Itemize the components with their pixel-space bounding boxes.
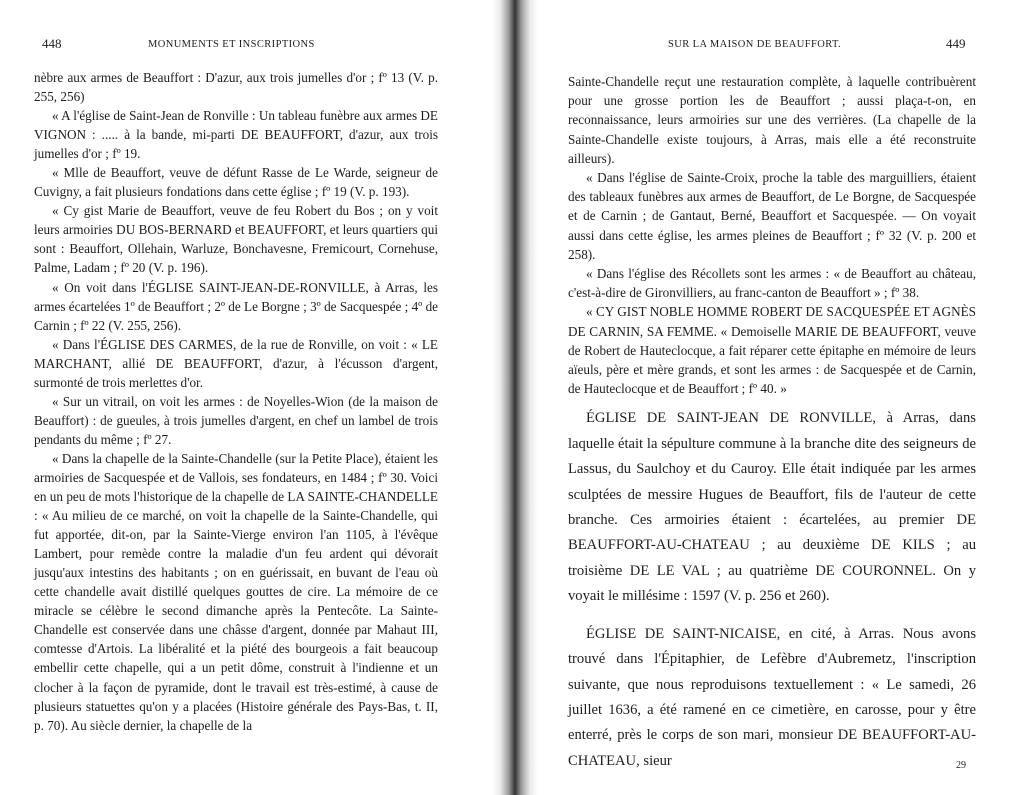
paragraph: « On voit dans l'ÉGLISE SAINT-JEAN-DE-RONVILLE, à Arras, les armes écartelées 1º de Beauffort ; 2º de Le Borgne ; 3º de Sacquespée ; 4º de Carnin ; fº 22 (V. 255, 256). xyxy=(34,279,439,333)
paragraph: « Sur un vitrail, on voit les armes : de Noyelles-Wion (de la maison de Beauffort) : de gueules, à trois jumelles d'argent, en chef un lambel de trois pendants du même ; fº 27. xyxy=(34,393,438,447)
paragraph: « Cy gist Marie de Beauffort, veuve de feu Robert du Bos ; on y voit leurs armoiries DU BOS-BERNARD et BEAUFFORT, et leurs quartiers qui sont : Beauffort, Ollehain, Warluze, Bonchavesne, Fremicourt, Cornehuse, Palme, Ladam ; fº 20 (V. p. 196). xyxy=(34,203,438,276)
left-page-text xyxy=(34,68,438,735)
page-number-left: 448 xyxy=(42,36,62,51)
paragraph: « CY GIST NOBLE HOMME ROBERT DE SACQUESPÉE ET AGNÈS DE CARNIN, SA FEMME. « Demoiselle MARIE DE BEAUFFORT, veuve de Robert de Hauteclocque, a fait réparer cette épitaphe en mémoire de leurs aïeuls, père et mère grands, et sont les armes : de Sacquespée et de Carnin, de Hauteclocque et de Beauffort ; fº 40. » xyxy=(568,304,976,397)
right-page xyxy=(524,0,1024,795)
running-head-left: MONUMENTS ET INSCRIPTIONS xyxy=(148,39,315,50)
running-head-right: SUR LA MAISON DE BEAUFFORT. xyxy=(668,39,842,50)
left-page xyxy=(0,0,500,795)
page-number-right: 449 xyxy=(946,36,966,51)
signature-mark: 29 xyxy=(956,760,966,771)
paragraph: « Dans l'église des Récollets sont les armes : « de Beauffort au château, c'est-à-dire de Gironvilliers, au franc-canton de Beauffort » ; fº 38. xyxy=(568,266,976,301)
paragraph: nèbre aux armes de Beauffort : D'azur, aux trois jumelles d'or ; fº 13 (V. p. 255, 256) xyxy=(34,70,438,105)
paragraph: ÉGLISE DE SAINT-NICAISE, en cité, à Arras. Nous avons trouvé dans l'Épitaphier, de Lefèbre d'Aubremetz, l'inscription suivante, que nous reproduisons textuellement : « Le samedi, 26 juillet 1636, a été ramené en ce cimetière, en carosse, pour y être enterré, près le corps de son mari, monsieur DE BEAUFFORT-AU-CHATEAU, sieur xyxy=(568,625,976,769)
paragraph: « A l'église de Saint-Jean de Ronville : Un tableau funèbre aux armes DE VIGNON : ..... à la bande, mi-parti DE BEAUFFORT, d'azur, aux trois jumelles d'or ; fº 19. xyxy=(34,108,438,162)
paragraph: « Mlle de Beauffort, veuve de défunt Rasse de Le Warde, seigneur de Cuvigny, a fait plusieurs fondations dans cette église ; fº 19 (V. p. 193). xyxy=(34,165,438,200)
paragraph: « Dans l'église de Sainte-Croix, proche la table des marguilliers, étaient des tableaux funèbres aux armes de Beauffort, de Le Borgne, de Sacquespée et de Carnin ; de Gantaut, Berné, Beauffort et Sacquespée. — On voyait aussi dans cette église, les armes pleines de Beauffort ; fº 32 (V. p. 200 et 258). xyxy=(568,170,976,262)
paragraph: « Dans l'ÉGLISE DES CARMES, de la rue de Ronville, on voit : « LE MARCHANT, allié DE BEAUFFORT, d'azur, à l'écusson d'argent, surmonté de trois merlettes d'or. xyxy=(34,336,438,390)
right-page-text xyxy=(568,72,976,774)
paragraph: « Dans la chapelle de la Sainte-Chandelle (sur la Petite Place), étaient les armoiries de Sacquespée et de Vallois, ses fondateurs, en 1484 ; fº 30. Voici en un peu de mots l'historique de la chapelle de LA SAINTE-CHANDELLE : « Au milieu de ce marché, on voit la chapelle de la Sainte-Chandelle, qui fut apportée, dit-on, par la Sainte-Vierge environ l'an 1105, à l'évêque Lambert, pour remède contre la maladie d'un feu ardent qui dévorait jusqu'aux intestins des habitants ; on en guérissait, en buvant de l'eau où cette chandelle avait distillé quelques gouttes de cire. La mémoire de ce miracle se célèbre le second dimanche après la Pentecôte. La Sainte-Chandelle est conservée dans une châsse d'argent, donnée par Mahaut III, comtesse d'Artois. La libéralité et la piété des bourgeois a fait beaucoup embellir cette chapelle, qui a un petit dôme, construit à l'indienne et un clocher à la façon de pyramide, dont le travail est très-estimé, à cause de plusieurs statuettes qu'on y a placées (Histoire générale des Pays-Bas, t. II, p. 70). Au siècle dernier, la chapelle de la xyxy=(34,450,438,733)
quoted-section xyxy=(568,72,976,398)
main-section xyxy=(568,406,976,774)
paragraph: Sainte-Chandelle reçut une restauration complète, à laquelle contribuèrent pour une grosse portion les de Beauffort ; aussi plaça-t-on, en reconnaissance, leurs armoiries sur une des verrières. (La chapelle de la Sainte-Chandelle existe toujours, à Arras, mais elle a été reconstruite ailleurs). xyxy=(568,74,976,166)
paragraph: ÉGLISE DE SAINT-JEAN DE RONVILLE, à Arras, dans laquelle était la sépulture commune à la branche dite des seigneurs de Lassus, du Saulchoy et du Cauroy. Elle était indiquée par les armes sculptées de messire Hugues de Beauffort, fils de l'auteur de cette branche. Ces armoiries étaient : écartelées, au premier DE BEAUFFORT-AU-CHATEAU ; au deuxième DE KILS ; au troisième DE LE VAL ; au quatrième DE COURONNEL. On y voyait le millésime : 1597 (V. p. 256 et 260). xyxy=(568,410,976,605)
